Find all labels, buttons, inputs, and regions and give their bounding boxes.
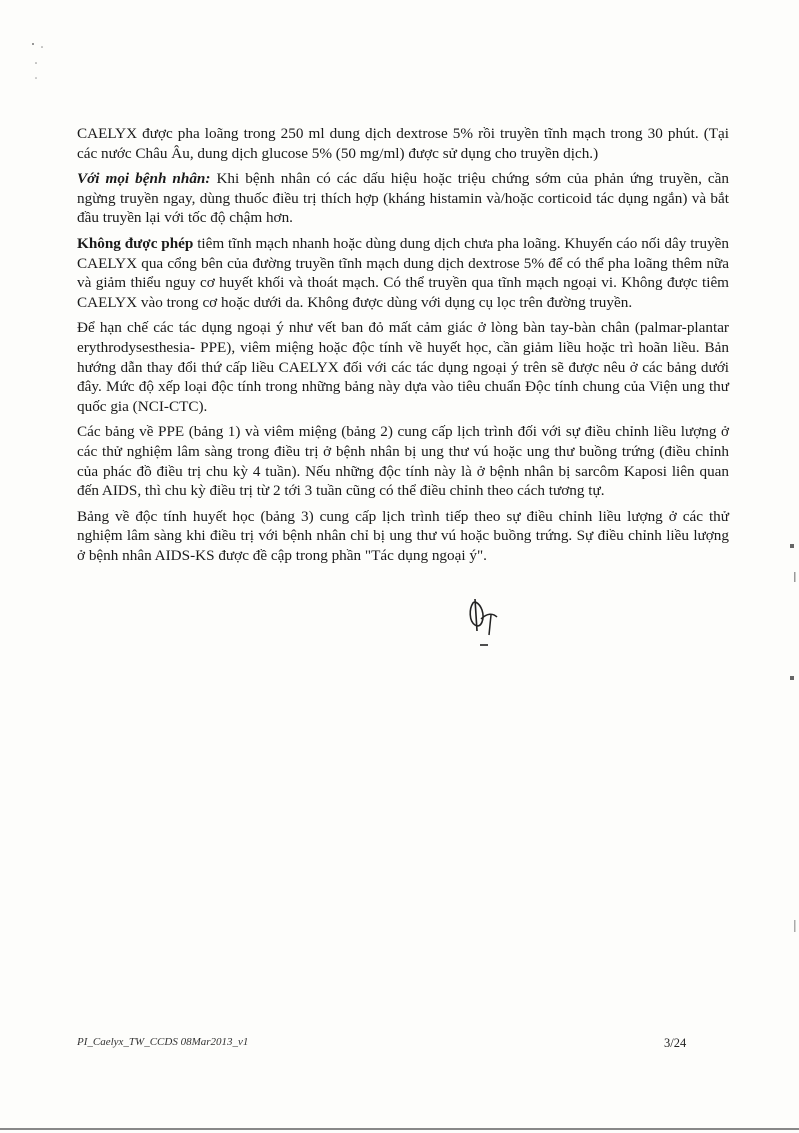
page-number: 3/24 — [664, 1036, 687, 1050]
paragraph-text: CAELYX được pha loãng trong 250 ml dung dịch dextrose 5% rồi truyền tĩnh mạch trong 30 phút. (Tại các nước Châu Âu, dung dịch glucose 5% (50 mg/ml) được sử dụng cho truyền dịch.) — [77, 125, 729, 162]
document-body — [77, 124, 729, 571]
paragraph-text: tiêm tĩnh mạch nhanh hoặc dùng dung dịch chưa pha loãng. Khuyến cáo nối dây truyền CAELYX qua cổng bên của đường truyền tĩnh mạch dung dịch dextrose 5% để có thể pha loãng thêm nữa và giảm thiểu nguy cơ huyết khối và thoát mạch. Có thể truyền qua tĩnh mạch ngoại vi. Không được tiêm CAELYX vào trong cơ hoặc dưới da. Không được dùng với dụng cụ lọc trên đường truyền. — [77, 234, 729, 311]
paragraph-dose-reduction — [77, 318, 729, 416]
paragraph-text: Khi bệnh nhân có các dấu hiệu hoặc triệu chứng sớm của phản ứng truyền, cần ngừng truyền ngay, dùng thuốc điều trị thích hợp (kháng histamin và/hoặc corticoid tác dụng ngắn) và bắt đầu truyền lại với tốc độ chậm hơn. — [77, 170, 729, 227]
paragraph-ppe-tables — [77, 422, 729, 500]
paragraph-text: Để hạn chế các tác dụng ngoại ý như vết ban đỏ mất cảm giác ở lòng bàn tay-bàn chân (palmar-plantar erythrodysesthesia- PPE), viêm miệng hoặc độc tính về huyết học, cần giảm liều hoặc trì hoãn liều. Bản hướng dẫn thay đổi thứ cấp liều CAELYX đối với các tác dụng ngoại ý trên sẽ được nêu ở các bảng dưới đây. Mức độ xếp loại độc tính trong những bảng này dựa vào tiêu chuẩn Độc tính chung của Viện ung thư quốc gia (NCI-CTC). — [77, 319, 729, 415]
paragraph-text: Các bảng về PPE (bảng 1) và viêm miệng (bảng 2) cung cấp lịch trình đối với sự điều chỉnh liều lượng ở các thử nghiệm lâm sàng trong điều trị ở bệnh nhân bị ung thư vú hoặc ung thư buồng trứng (điều chỉnh của phác đồ điều trị chu kỳ 4 tuần). Nếu những độc tính này là ở bệnh nhân bị sarcôm Kaposi liên quan đến AIDS, thì chu kỳ điều trị từ 2 tới 3 tuần cũng có thể điều chỉnh theo cách tương tự. — [77, 423, 729, 500]
scan-edge — [0, 1128, 799, 1130]
paragraph-dilution — [77, 124, 729, 163]
paragraph-text: Bảng về độc tính huyết học (bảng 3) cung cấp lịch trình tiếp theo sự điều chỉnh liều lượng ở các thử nghiệm lâm sàng khi điều trị với bệnh nhân chỉ bị ung thư vú hoặc buồng trứng. Sự điều chỉnh liều lượng ở bệnh nhân AIDS-KS được đề cập trong phần "Tác dụng ngoại ý". — [77, 507, 729, 564]
paragraph-not-allowed — [77, 234, 729, 312]
paragraph-hematologic-table — [77, 507, 729, 566]
paragraph-lead: Không được phép — [77, 234, 194, 252]
paragraph-all-patients — [77, 169, 729, 228]
handwritten-signature — [455, 595, 515, 655]
paragraph-lead: Với mọi bệnh nhân: — [77, 170, 211, 188]
document-id: PI_Caelyx_TW_CCDS 08Mar2013_v1 — [77, 1036, 249, 1048]
